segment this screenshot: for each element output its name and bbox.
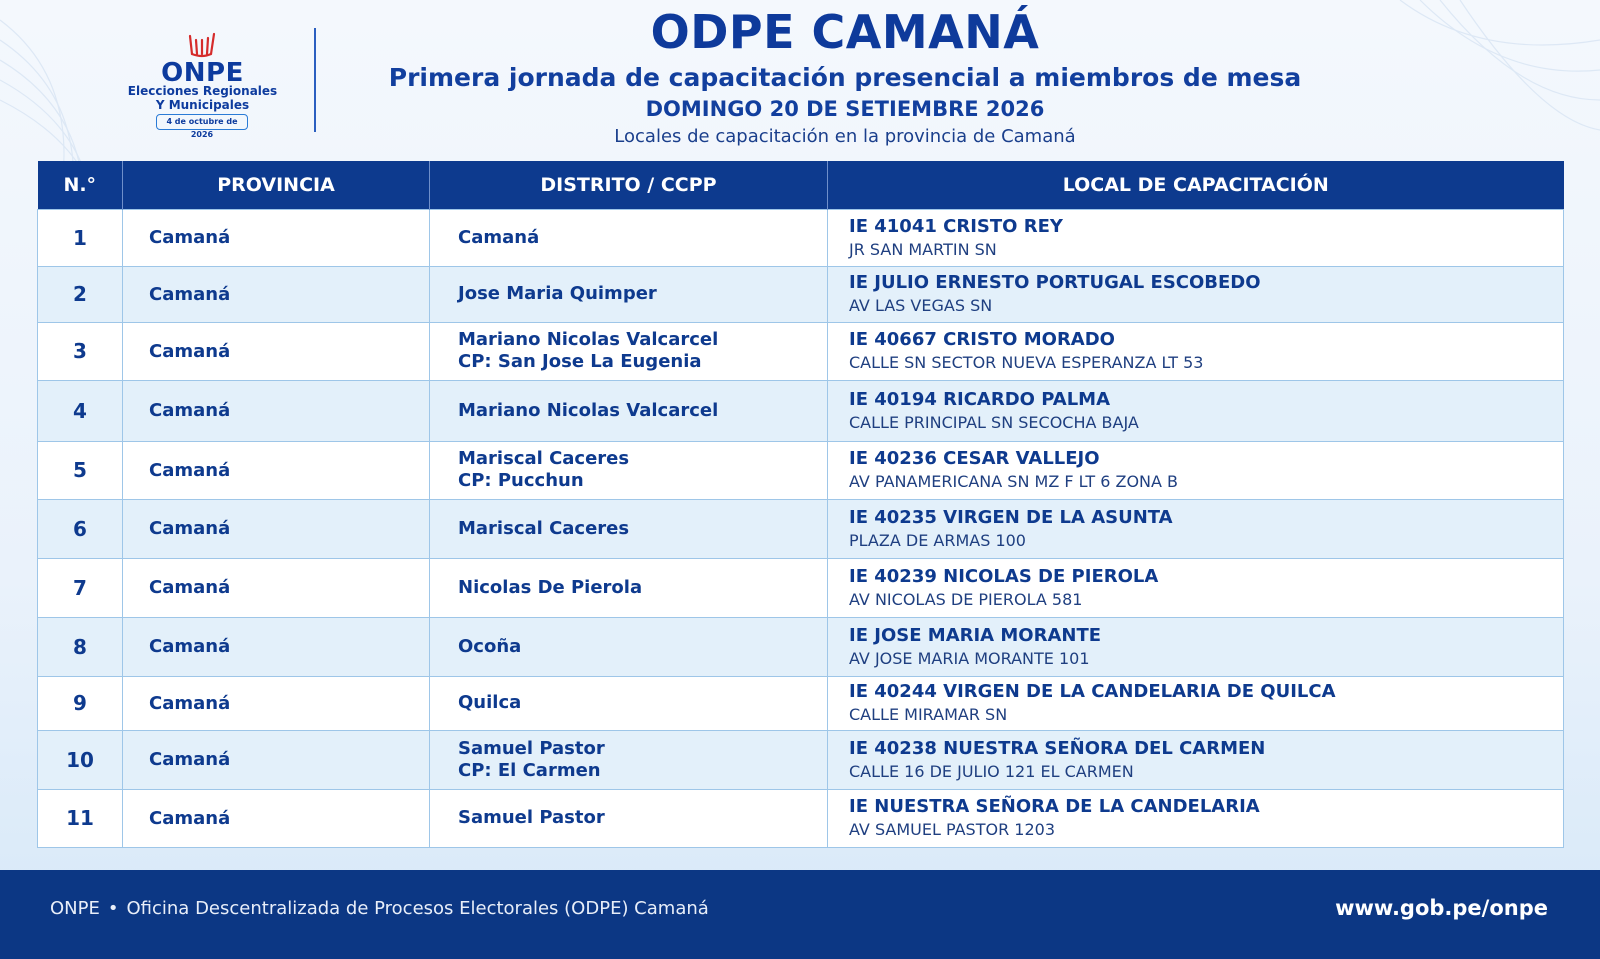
row-number: 2 <box>38 266 123 322</box>
provincia-cell: Camaná <box>123 558 430 617</box>
table-row <box>38 789 1564 847</box>
local-address: AV LAS VEGAS SN <box>849 296 993 315</box>
centro-poblado: CP: Pucchun <box>458 470 584 491</box>
local-address: AV PANAMERICANA SN MZ F LT 6 ZONA B <box>849 472 1179 491</box>
row-number: 3 <box>38 322 123 380</box>
local-cell <box>828 558 1564 617</box>
row-number: 8 <box>38 617 123 676</box>
distrito-cell <box>430 380 828 441</box>
table-row <box>38 322 1564 380</box>
provincia-cell: Camaná <box>123 789 430 847</box>
local-address: CALLE PRINCIPAL SN SECOCHA BAJA <box>849 412 1139 432</box>
distrito-cell <box>430 266 828 322</box>
local-cell <box>828 322 1564 380</box>
local-cell <box>828 730 1564 789</box>
distrito-name: Camaná <box>458 226 540 248</box>
row-number: 10 <box>38 730 123 789</box>
table-row <box>38 266 1564 322</box>
row-number: 6 <box>38 499 123 558</box>
event-date: DOMINGO 20 DE SETIEMBRE 2026 <box>645 97 1045 121</box>
distrito-name: Samuel Pastor <box>458 807 605 828</box>
page-title: ODPE CAMANÁ <box>650 5 1040 59</box>
distrito-cell <box>430 209 828 266</box>
local-name: IE 40238 NUESTRA SEÑORA DEL CARMEN <box>849 737 1266 759</box>
footer-url-link[interactable]: www.gob.pe/onpe <box>1335 896 1548 920</box>
table-row <box>38 558 1564 617</box>
row-number: 1 <box>38 209 123 266</box>
local-address: AV NICOLAS DE PIEROLA 581 <box>849 589 1083 609</box>
local-name: IE 40667 CRISTO MORADO <box>849 329 1115 350</box>
centro-poblado: CP: San Jose La Eugenia <box>458 351 702 372</box>
location-note: Locales de capacitación en la provincia de Camaná <box>614 126 1076 147</box>
row-number: 4 <box>38 380 123 441</box>
column-header-provincia: PROVINCIA <box>123 161 430 209</box>
local-cell <box>828 676 1564 730</box>
training-locations-table <box>37 161 1564 848</box>
header-titles <box>330 0 1360 150</box>
distrito-cell <box>430 441 828 499</box>
local-name: IE JULIO ERNESTO PORTUGAL ESCOBEDO <box>849 272 1261 293</box>
local-name: IE 40244 VIRGEN DE LA CANDELARIA DE QUILCA <box>849 681 1336 702</box>
provincia-cell: Camaná <box>123 209 430 266</box>
distrito-name: Mariscal Caceres <box>458 448 630 469</box>
page-subtitle: Primera jornada de capacitación presencial a miembros de mesa <box>388 63 1302 92</box>
provincia-cell: Camaná <box>123 617 430 676</box>
local-cell <box>828 209 1564 266</box>
logo-brand: ONPE <box>161 58 244 88</box>
local-address: CALLE 16 DE JULIO 121 EL CARMEN <box>849 761 1134 781</box>
local-name: IE 40239 NICOLAS DE PIEROLA <box>849 565 1159 587</box>
row-number: 7 <box>38 558 123 617</box>
table-row <box>38 499 1564 558</box>
local-address: CALLE MIRAMAR SN <box>849 705 1008 724</box>
distrito-cell <box>430 322 828 380</box>
provincia-cell: Camaná <box>123 380 430 441</box>
provincia-cell: Camaná <box>123 441 430 499</box>
provincia-cell: Camaná <box>123 730 430 789</box>
distrito-name: Mariano Nicolas Valcarcel <box>458 399 719 421</box>
local-cell <box>828 789 1564 847</box>
provincia-cell: Camaná <box>123 266 430 322</box>
local-address: JR SAN MARTIN SN <box>849 239 997 259</box>
column-header-distrito: DISTRITO / CCPP <box>430 161 828 209</box>
table-body <box>38 209 1564 847</box>
centro-poblado: CP: El Carmen <box>458 759 601 781</box>
distrito-name: Ocoña <box>458 635 522 657</box>
local-name: IE JOSE MARIA MORANTE <box>849 624 1102 646</box>
local-name: IE 40194 RICARDO PALMA <box>849 388 1110 410</box>
provincia-cell: Camaná <box>123 676 430 730</box>
distrito-cell <box>430 730 828 789</box>
local-cell <box>828 441 1564 499</box>
table-row <box>38 441 1564 499</box>
distrito-cell <box>430 499 828 558</box>
local-name: IE 40236 CESAR VALLEJO <box>849 448 1100 469</box>
logo-date-badge: 4 de octubre de 2026 <box>156 114 248 130</box>
distrito-name: Jose Maria Quimper <box>458 283 657 304</box>
distrito-cell <box>430 558 828 617</box>
table-row <box>38 209 1564 266</box>
local-cell <box>828 499 1564 558</box>
raised-hand-icon <box>182 30 222 60</box>
row-number: 11 <box>38 789 123 847</box>
footer-bar <box>0 870 1600 959</box>
local-name: IE 41041 CRISTO REY <box>849 215 1063 237</box>
logo-subtitle: Elecciones Regionales Y Municipales <box>127 84 278 112</box>
provincia-cell: Camaná <box>123 322 430 380</box>
local-address: CALLE SN SECTOR NUEVA ESPERANZA LT 53 <box>849 353 1204 372</box>
local-address: AV SAMUEL PASTOR 1203 <box>849 820 1055 839</box>
distrito-cell <box>430 789 828 847</box>
column-header-local: LOCAL DE CAPACITACIÓN <box>828 161 1564 209</box>
row-number: 5 <box>38 441 123 499</box>
local-cell <box>828 380 1564 441</box>
local-cell <box>828 266 1564 322</box>
provincia-cell: Camaná <box>123 499 430 558</box>
local-address: AV JOSE MARIA MORANTE 101 <box>849 648 1090 668</box>
local-cell <box>828 617 1564 676</box>
footer-org-text: ONPE • Oficina Descentralizada de Procesos Electorales (ODPE) Camaná <box>50 898 709 919</box>
distrito-name: Samuel Pastor <box>458 737 605 759</box>
table-row <box>38 380 1564 441</box>
distrito-name: Mariano Nicolas Valcarcel <box>458 329 719 350</box>
column-header-number: N.° <box>38 161 123 209</box>
distrito-name: Mariscal Caceres <box>458 517 630 539</box>
table-row <box>38 730 1564 789</box>
distrito-name: Quilca <box>458 692 522 713</box>
local-name: IE NUESTRA SEÑORA DE LA CANDELARIA <box>849 796 1260 817</box>
onpe-logo <box>120 28 285 138</box>
local-address: PLAZA DE ARMAS 100 <box>849 530 1026 550</box>
table-header-row <box>38 161 1564 209</box>
distrito-cell <box>430 617 828 676</box>
header-divider <box>314 28 316 132</box>
row-number: 9 <box>38 676 123 730</box>
local-name: IE 40235 VIRGEN DE LA ASUNTA <box>849 506 1173 528</box>
distrito-name: Nicolas De Pierola <box>458 576 643 598</box>
distrito-cell <box>430 676 828 730</box>
table-row <box>38 617 1564 676</box>
table-row <box>38 676 1564 730</box>
